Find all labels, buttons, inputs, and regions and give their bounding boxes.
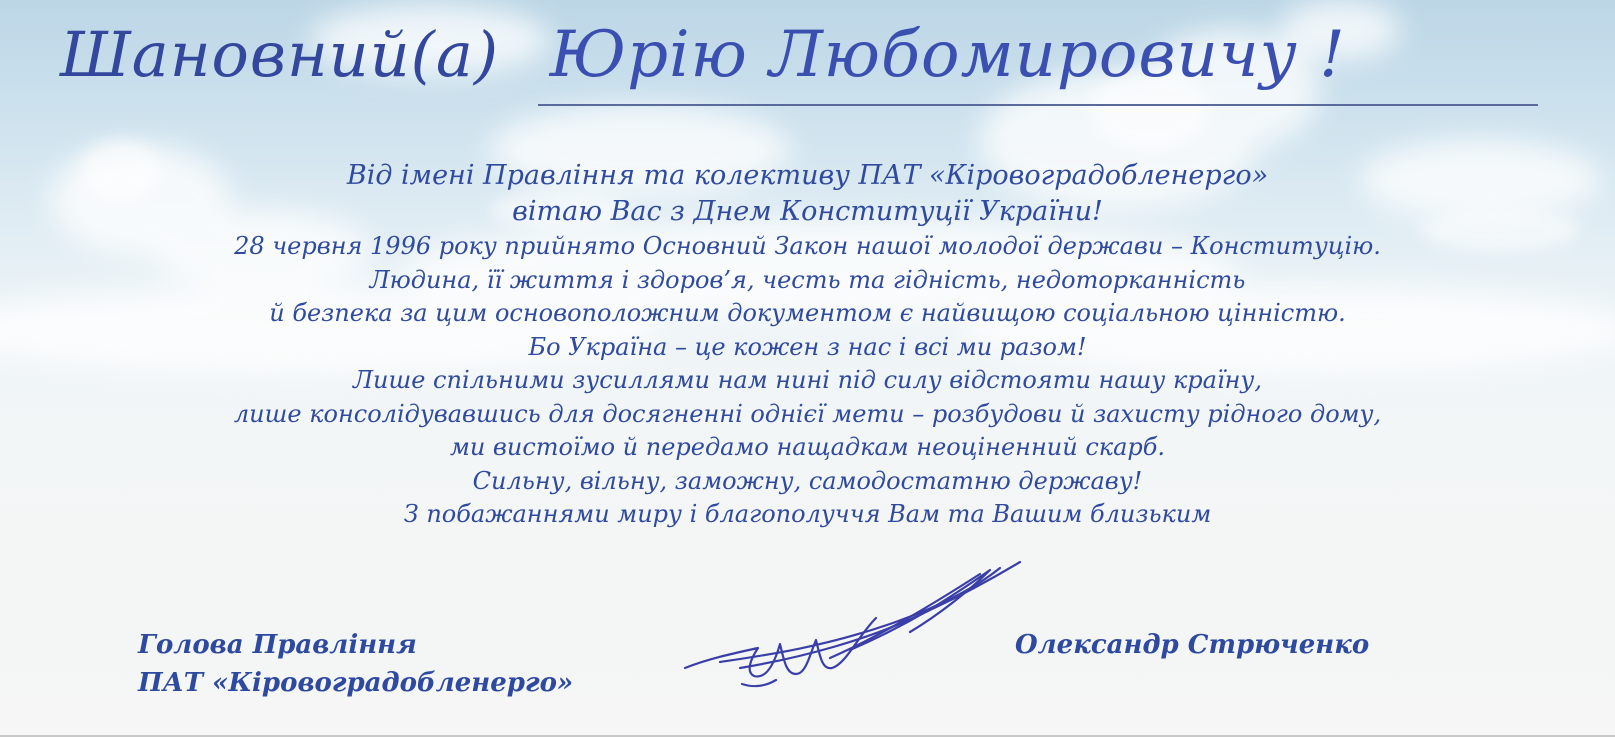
body-line-9: З побажаннями миру і благополуччя Вам та Вашим близьким [403, 500, 1212, 528]
recipient-name: Юрію Любомировичу ! [549, 18, 1346, 92]
body-line-7: ми вистоїмо й передамо нащадкам неоціненний скарб. [449, 433, 1166, 461]
signer-position: Голова Правління [138, 630, 417, 660]
body-line-6: лише консолідувавшись для досягненні однієї мети – розбудови й захисту рідного дому, [233, 399, 1382, 428]
body-line-1: 28 червня 1996 року прийнято Основний Закон нашої молодої держави – Конституцію. [234, 232, 1381, 260]
body-line-3: й безпека за цим основоположним документом є найвищою соціальною цінністю. [269, 299, 1346, 327]
salutation [60, 18, 1346, 92]
headline-line-1: Від імені Правління та колективу ПАТ «Кіровоградобленерго» [346, 160, 1269, 191]
body-line-4: Бо Україна – це кожен з нас і всі ми разом! [528, 332, 1087, 361]
salutation-prefix: Шановний(а) [60, 18, 500, 91]
headline-line-2: вітаю Вас з Днем Конституції України! [512, 196, 1103, 227]
handwritten-signature [680, 540, 1040, 710]
name-underline [538, 104, 1538, 106]
body-line-5: Лише спільними зусиллями нам нині під силу відстояти нашу країну, [353, 366, 1262, 394]
signer-title [138, 626, 573, 702]
greeting-text [0, 158, 1615, 532]
signer-company: ПАТ «Кіровоградобленерго» [138, 668, 574, 698]
body-line-2: Людина, її життя і здоров’я, честь та гідність, недоторканність [369, 265, 1246, 294]
body-line-8: Сильну, вільну, заможну, самодостатню державу! [472, 466, 1143, 495]
signer-name: Олександр Стрюченко [1015, 630, 1370, 660]
